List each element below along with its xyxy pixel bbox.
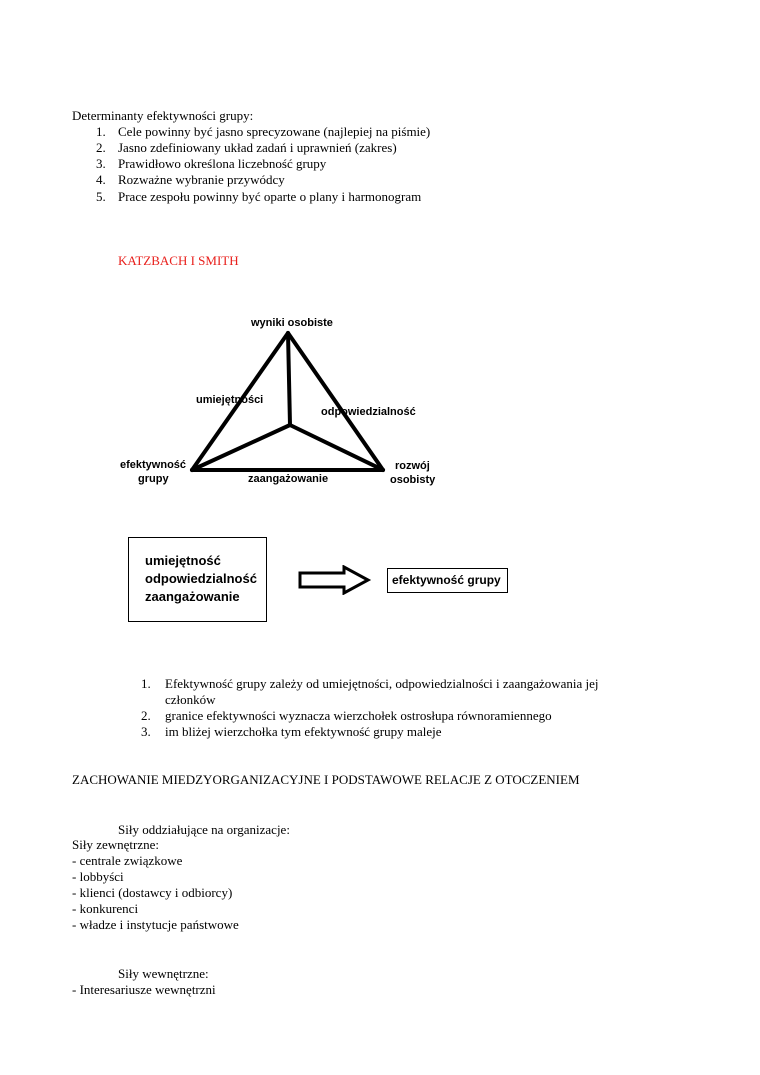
external-force-item: - władze i instytucje państwowe — [72, 917, 239, 932]
external-force-item: - centrale związkowe — [72, 853, 183, 868]
right-arrow-icon — [298, 565, 372, 595]
list-item-number: 1. — [96, 124, 106, 139]
katzbach-title: KATZBACH I SMITH — [118, 253, 239, 268]
list-item-continuation: członków — [165, 692, 216, 707]
list-item-number: 3. — [96, 156, 106, 171]
list-item-number: 3. — [141, 724, 151, 739]
internal-forces-title: Siły wewnętrzne: — [118, 966, 209, 981]
relations-heading: ZACHOWANIE MIEDZYORGANIZACYJNE I PODSTAWOWE RELACJE Z OTOCZENIEM — [72, 772, 580, 787]
list-item: im bliżej wierzchołka tym efektywność grupy maleje — [165, 724, 442, 739]
list-item-number: 2. — [141, 708, 151, 723]
list-item: Efektywność grupy zależy od umiejętności, odpowiedzialności i zaangażowania jej — [165, 676, 599, 691]
determinants-heading: Determinanty efektywności grupy: — [72, 108, 254, 123]
list-item: Prawidłowo określona liczebność grupy — [118, 156, 327, 171]
label-efektywnosc: efektywność — [120, 459, 187, 471]
factor-line: zaangażowanie — [145, 589, 240, 604]
list-item-number: 4. — [96, 172, 106, 187]
list-item: Prace zespołu powinny być oparte o plany i harmonogram — [118, 189, 422, 204]
label-umiejetnosci: umiejętności — [196, 394, 264, 406]
external-force-item: - lobbyści — [72, 869, 124, 884]
list-item-number: 1. — [141, 676, 151, 691]
list-item: Jasno zdefiniowany układ zadań i uprawnień (zakres) — [118, 140, 397, 155]
factor-line: odpowiedzialność — [145, 571, 257, 586]
list-item: Cele powinny być jasno sprecyzowane (najlepiej na piśmie) — [118, 124, 431, 139]
forces-intro: Siły oddziałujące na organizacje: — [118, 822, 290, 837]
list-item: granice efektywności wyznacza wierzchołek ostrosłupa równoramiennego — [165, 708, 552, 723]
result-label: efektywność grupy — [392, 573, 501, 587]
result-box — [387, 568, 508, 593]
list-item-number: 5. — [96, 189, 106, 204]
label-wyniki-osobiste: wyniki osobiste — [251, 317, 333, 329]
external-forces-title: Siły zewnętrzne: — [72, 837, 159, 852]
list-item-number: 2. — [96, 140, 106, 155]
factors-box — [128, 537, 267, 622]
label-odpowiedzialnosc: odpowiedzialność — [321, 406, 416, 418]
label-grupy: grupy — [138, 473, 169, 485]
triangle-vertical-edge — [288, 333, 290, 425]
external-force-item: - konkurenci — [72, 901, 139, 916]
label-osobisty: osobisty — [390, 474, 436, 486]
factor-line: umiejętność — [145, 553, 221, 568]
label-rozwoj: rozwój — [395, 460, 430, 472]
external-force-item: - klienci (dostawcy i odbiorcy) — [72, 885, 233, 900]
label-zaangazowanie: zaangażowanie — [248, 473, 329, 485]
triangle-right-edge — [288, 333, 383, 470]
list-item: Rozważne wybranie przywódcy — [118, 172, 285, 187]
internal-force-item: - Interesariusze wewnętrzni — [72, 982, 216, 997]
